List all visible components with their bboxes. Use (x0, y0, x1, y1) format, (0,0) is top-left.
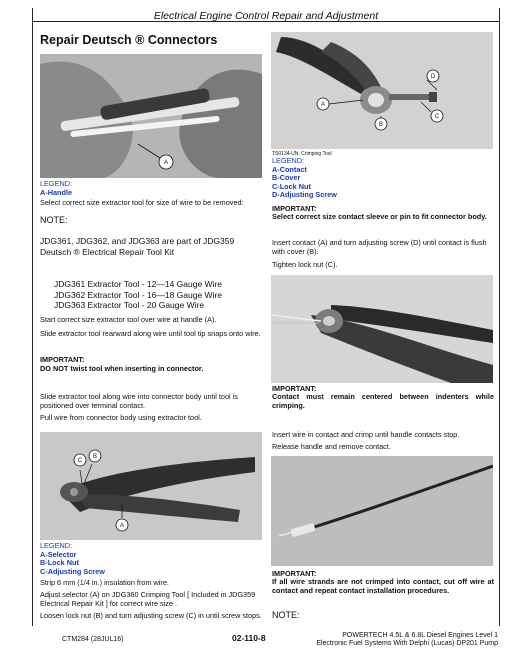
section-title: Repair Deutsch ® Connectors (40, 33, 218, 47)
callout-d: D (430, 74, 436, 80)
step-text: Select correct size extractor tool for size of wire to be removed: (40, 198, 244, 207)
important-text: DO NOT twist tool when inserting in connector. (40, 364, 204, 373)
crimped-contact-photo (271, 456, 493, 566)
step-text: Insert wire in contact and crimp until handle contacts stop. (272, 430, 460, 439)
crimping-photo (271, 275, 493, 383)
callout-c: C (77, 458, 83, 464)
legend-item: A-Handle (40, 187, 73, 197)
legend-heading: LEGEND: (40, 541, 73, 550)
callout-a: A (163, 160, 169, 166)
legend-item: C-Lock Nut (272, 181, 311, 191)
step-text: Release handle and remove contact. (272, 442, 391, 451)
step-text: Adjust selector (A) on JDG360 Crimping Tool [ Included in JDG359 Electrical Repair Kit ] for correct wire size . (40, 590, 256, 608)
step-text: Strip 6 mm (1/4 in.) insulation from wire. (40, 578, 169, 587)
important-label: IMPORTANT: (272, 569, 317, 578)
legend-heading: LEGEND: (40, 179, 73, 188)
legend-item: A-Selector (40, 549, 77, 559)
kit-item: JDG362 Extractor Tool - 16—18 Gauge Wire (54, 289, 223, 300)
callout-a: A (320, 102, 326, 108)
legend-item: B-Lock Nut (40, 558, 79, 567)
important-label: IMPORTANT: (272, 204, 317, 213)
callout-b: B (92, 454, 98, 460)
contact-insertion-photo (271, 32, 493, 149)
note-text: JDG361, JDG362, and JDG363 are part of JDG359 Deutsch ® Electrical Repair Tool Kit (40, 236, 235, 257)
important-text: If all wire strands are not crimped into contact, cut off wire at contact and repeat contact installation procedures. (272, 577, 494, 595)
crimping-tool-photo (40, 432, 262, 540)
extractor-photo (40, 54, 262, 178)
step-text: Loosen lock nut (B) and turn adjusting screw (C) in until screw stops. (40, 611, 262, 620)
step-text: Slide extractor tool along wire into connector body until tool is positioned over terminal contact. (40, 392, 238, 410)
callout-c: C (434, 114, 440, 120)
footer-page-number: 02-110-8 (232, 633, 266, 643)
callout-a: A (119, 523, 125, 529)
photo-caption: TS0134-UN: Crimping Tool (272, 151, 332, 157)
legend-item: B-Cover (272, 173, 301, 182)
callout-b: B (378, 122, 384, 128)
legend-heading: LEGEND: (272, 156, 305, 165)
kit-item: JDG363 Extractor Tool - 20 Gauge Wire (54, 300, 205, 310)
footer-subtitle: Electronic Fuel Systems With Delphi (Lucas) DP201 Pump (316, 640, 498, 647)
step-text: Pull wire from connector body using extractor tool. (40, 413, 202, 422)
important-label: IMPORTANT: (272, 384, 317, 393)
kit-item: JDG361 Extractor Tool - 12—14 Gauge Wire (54, 279, 223, 289)
important-text: Contact must remain centered between indenters while crimping. (272, 392, 494, 410)
legend-item: C-Adjusting Screw (40, 566, 105, 576)
page-header: Electrical Engine Control Repair and Adjustment (33, 10, 499, 22)
important-label: IMPORTANT: (40, 355, 85, 364)
step-text: Slide extractor tool rearward along wire until tool tip snaps onto wire. (40, 329, 261, 338)
important-text: Select correct size contact sleeve or pin to fit connector body. (272, 212, 487, 221)
legend-item: A-Contact (272, 164, 307, 174)
note-label: NOTE: (40, 215, 68, 225)
note-label: NOTE: (272, 610, 300, 620)
step-text: Tighten lock nut (C). (272, 260, 338, 269)
footer-title: POWERTECH 4.5L & 6.8L Diesel Engines Level 1 (342, 632, 498, 639)
step-text: Start correct size extractor tool over wire at handle (A). (40, 315, 217, 324)
footer-doc: CTM284 (28JUL16) (62, 636, 124, 643)
step-text: Insert contact (A) and turn adjusting screw (D) until contact is flush with cover (B). (272, 238, 487, 256)
legend-item: D-Adjusting Screw (272, 190, 337, 199)
